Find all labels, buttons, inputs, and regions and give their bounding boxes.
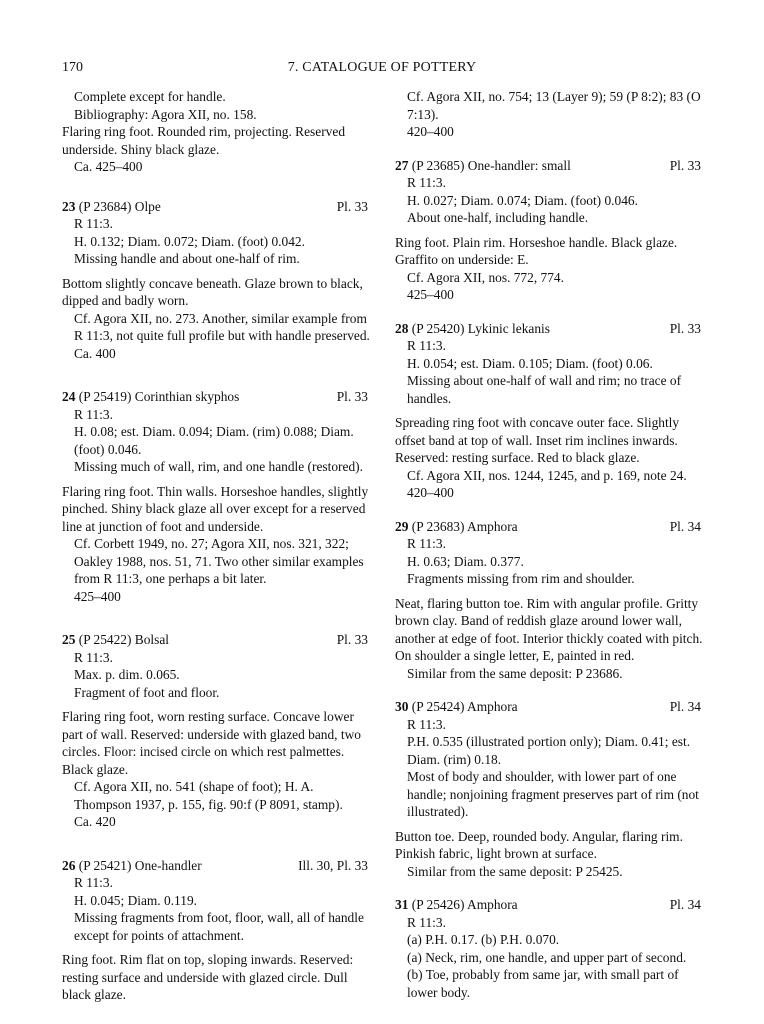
entry-number: 28 — [395, 320, 409, 336]
catalogue-entry-24 — [62, 388, 372, 605]
entry-description: Flaring ring foot. Thin walls. Horseshoe handles, slightly pinched. Shiny black glaze all over except for a reserved line at junction of foot and underside. — [62, 483, 369, 534]
catalogue-entry-27 — [395, 157, 705, 304]
plate-reference: Pl. 33 — [336, 632, 368, 647]
entry-title: (P 25424) Amphora — [411, 699, 518, 714]
catalogue-entry-31 — [395, 896, 705, 1001]
entry-number: 30 — [395, 699, 409, 714]
entry-title: (P 23685) One-handler: small — [411, 157, 571, 173]
catalogue-entry-29 — [395, 518, 705, 683]
entry-description: Ring foot. Rim flat on top, sloping inwards. Reserved: resting surface and underside with glazed circle. Dull black glaze. — [62, 952, 354, 1002]
entry-comparanda: Cf. Agora XII, nos. 1244, 1245, and p. 169, note 24. — [407, 467, 687, 483]
entry-comparanda: Cf. Agora XII, no. 541 (shape of foot); H. A. Thompson 1937, p. 155, fig. 90:f (P 8091, stamp). — [74, 779, 343, 812]
entry-meta: R 11:3. — [407, 338, 446, 353]
entry-meta: Missing handle and about one-half of rim. — [74, 251, 300, 266]
intro-line: Complete except for handle. — [74, 89, 226, 104]
plate-reference: Ill. 30, Pl. 33 — [298, 857, 368, 873]
entry-meta: About one-half, including handle. — [407, 210, 589, 225]
entry-meta: H. 0.08; est. Diam. 0.094; Diam. (rim) 0.088; Diam. (foot) 0.046. — [74, 424, 354, 457]
entry-title: (P 25422) Bolsal — [78, 632, 170, 647]
entry-meta: P.H. 0.535 (illustrated portion only); Diam. 0.41; est. Diam. (rim) 0.18. — [407, 734, 691, 767]
entry-meta: Most of body and shoulder, with lower part of one handle; nonjoining fragment preserves part of rim (not illustrated). — [407, 769, 699, 819]
entry-description: Neat, flaring button toe. Rim with angular profile. Gritty brown clay. Band of reddish glaze around lower wall, another at edge of foot. Interior thickly coated with pitch. On shoulder a single letter, E, painted in red. — [395, 595, 703, 663]
entry-date: Ca. 420 — [74, 814, 116, 829]
entry-meta: Fragments missing from rim and shoulder. — [407, 571, 635, 586]
entry-meta: R 11:3. — [74, 216, 113, 231]
entry-description: Flaring ring foot, worn resting surface. Concave lower part of wall. Reserved: underside with glazed band, two circles. Floor: incised circle on which rest palmettes. Black glaze. — [62, 709, 361, 777]
plate-reference: Pl. 34 — [669, 897, 701, 912]
entry-meta: R 11:3. — [407, 536, 446, 551]
intro-description: Flaring ring foot. Rounded rim, projecting. Reserved underside. Shiny black glaze. — [62, 124, 346, 157]
entry-date: 420–400 — [407, 485, 454, 500]
continued-date: 420–400 — [407, 124, 454, 139]
entry-date: 425–400 — [407, 287, 454, 302]
entry-comparanda: Similar from the same deposit: P 23686. — [407, 665, 623, 681]
catalogue-entry-25 — [62, 631, 372, 831]
entry-meta: R 11:3. — [74, 649, 113, 665]
entry-meta: (a) P.H. 0.17. (b) P.H. 0.070. — [407, 932, 560, 947]
left-column — [62, 88, 372, 1004]
entry-meta: H. 0.027; Diam. 0.074; Diam. (foot) 0.046. — [407, 192, 638, 208]
catalogue-entry-23 — [62, 198, 372, 363]
entry-meta: R 11:3. — [407, 716, 446, 732]
intro-date: Ca. 425–400 — [74, 159, 143, 174]
entry-comparanda: Cf. Agora XII, nos. 772, 774. — [407, 269, 564, 285]
entry-description: Spreading ring foot with concave outer face. Slightly offset band at top of wall. Inset rim inclines inwards. Reserved: resting surface. Red to black glaze. — [395, 415, 680, 465]
catalogue-entry-28 — [395, 320, 705, 502]
entry-date: Ca. 400 — [74, 345, 116, 361]
entry-comparanda: Similar from the same deposit: P 25425. — [407, 863, 623, 879]
entry-meta: H. 0.054; est. Diam. 0.105; Diam. (foot) 0.06. — [407, 355, 653, 371]
entry-date: 425–400 — [74, 588, 121, 604]
entry-comparanda: Cf. Corbett 1949, no. 27; Agora XII, nos. 321, 322; Oakley 1988, nos. 51, 71. Two other similar examples from R 11:3, one perhaps a bit later. — [74, 536, 364, 586]
plate-reference: Pl. 33 — [336, 389, 368, 404]
entry-description: Bottom slightly concave beneath. Glaze brown to black, dipped and badly worn. — [62, 275, 363, 308]
continued-comparanda: Cf. Agora XII, no. 754; 13 (Layer 9); 59 (P 8:2); 83 (O 7:13). — [407, 89, 701, 122]
page-number: 170 — [62, 60, 83, 75]
plate-reference: Pl. 33 — [669, 320, 701, 336]
entry-title: (P 25421) One-handler — [78, 857, 202, 873]
entry-meta: Missing fragments from foot, floor, wall, all of handle except for points of attachment. — [74, 910, 364, 943]
entry-meta: (b) Toe, probably from same jar, with small part of lower body. — [407, 967, 679, 1000]
entry-number: 31 — [395, 897, 409, 912]
entry-meta: Max. p. dim. 0.065. — [74, 667, 180, 682]
entry-number: 24 — [62, 389, 76, 404]
entry-meta: Fragment of foot and floor. — [74, 684, 220, 700]
plate-reference: Pl. 33 — [669, 157, 701, 173]
catalogue-entry-30 — [395, 698, 705, 880]
entry-meta: R 11:3. — [74, 406, 113, 422]
entry-number: 23 — [62, 198, 76, 214]
entry-meta: Missing about one-half of wall and rim; no trace of handles. — [407, 373, 682, 406]
entry-meta: R 11:3. — [407, 175, 446, 190]
chapter-title: 7. CATALOGUE OF POTTERY — [287, 60, 477, 75]
plate-reference: Pl. 34 — [669, 699, 701, 714]
entry-number: 25 — [62, 632, 76, 647]
right-column — [395, 88, 705, 1001]
entry-number: 26 — [62, 857, 76, 873]
catalogue-entry-26 — [62, 857, 372, 1004]
entry-meta: H. 0.045; Diam. 0.119. — [74, 892, 197, 908]
entry-number: 29 — [395, 518, 409, 534]
intro-bibliography: Bibliography: Agora XII, no. 158. — [74, 106, 257, 122]
entry-number: 27 — [395, 157, 409, 173]
plate-reference: Pl. 33 — [336, 198, 368, 214]
entry-title: (P 25420) Lykinic lekanis — [411, 320, 550, 336]
entry-meta: Missing much of wall, rim, and one handle (restored). — [74, 459, 363, 474]
entry-meta: R 11:3. — [74, 875, 113, 890]
entry-title: (P 25419) Corinthian skyphos — [78, 389, 240, 404]
entry-title: (P 23683) Amphora — [411, 518, 518, 534]
entry-description: Button toe. Deep, rounded body. Angular, flaring rim. Pinkish fabric, light brown at surface. — [395, 828, 683, 861]
entry-title: (P 25426) Amphora — [411, 897, 518, 912]
entry-meta: (a) Neck, rim, one handle, and upper part of second. — [407, 949, 687, 965]
entry-description: Ring foot. Plain rim. Horseshoe handle. Black glaze. Graffito on underside: E. — [395, 234, 678, 267]
plate-reference: Pl. 34 — [669, 518, 701, 534]
entry-meta: H. 0.132; Diam. 0.072; Diam. (foot) 0.042. — [74, 233, 305, 249]
entry-title: (P 23684) Olpe — [78, 198, 161, 214]
entry-meta: R 11:3. — [407, 914, 446, 930]
entry-comparanda: Cf. Agora XII, no. 273. Another, similar example from R 11:3, not quite full profile but with handle preserved. — [74, 310, 370, 343]
entry-meta: H. 0.63; Diam. 0.377. — [407, 553, 524, 569]
